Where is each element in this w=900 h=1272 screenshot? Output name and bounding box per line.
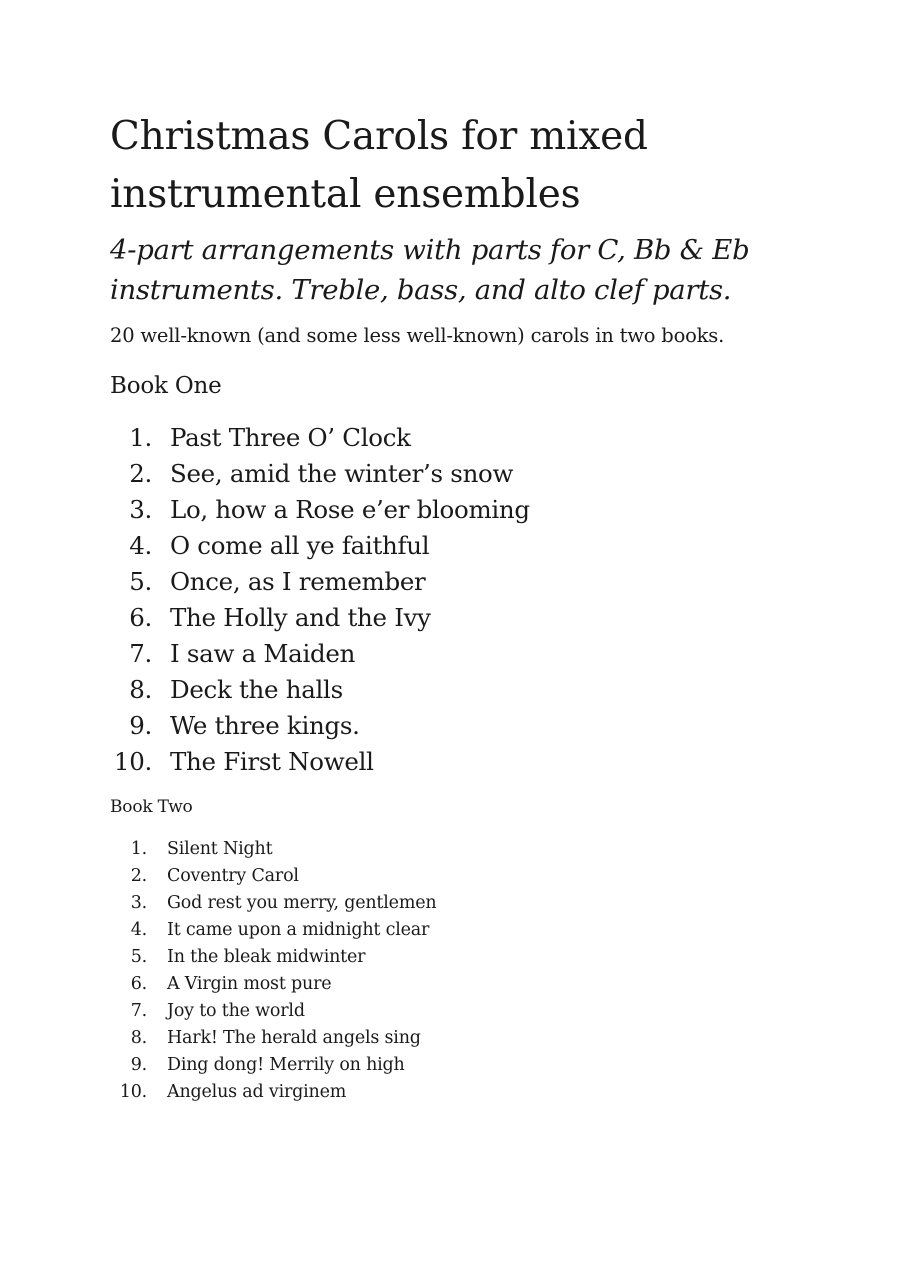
item-title: Deck the halls [170, 675, 343, 704]
book-two-heading: Book Two [110, 797, 193, 817]
item-number: 3. [129, 495, 152, 524]
item-number: 10. [113, 747, 152, 776]
item-title: I saw a Maiden [170, 639, 356, 668]
item-title: The First Nowell [170, 747, 374, 776]
item-number: 10. [119, 1082, 147, 1102]
document-title: Christmas Carols for mixed instrumental ensembles [110, 114, 648, 217]
item-number: 6. [130, 974, 147, 994]
item-number: 4. [130, 920, 147, 940]
item-title: Once, as I remember [170, 567, 426, 596]
document-subtitle: 4-part arrangements with parts for C, Bb & Eb instruments. Treble, bass, and alto clef parts. [110, 234, 750, 306]
item-number: 5. [130, 947, 147, 967]
item-number: 9. [129, 711, 152, 740]
item-number: 7. [130, 1001, 147, 1021]
item-title: We three kings. [170, 711, 360, 740]
item-number: 6. [129, 603, 152, 632]
item-number: 8. [129, 675, 152, 704]
item-title: Joy to the world [167, 1001, 305, 1021]
item-number: 1. [129, 423, 152, 452]
item-title: See, amid the winter’s snow [170, 459, 514, 488]
item-title: O come all ye faithful [170, 531, 430, 560]
item-title: Ding dong! Merrily on high [167, 1055, 405, 1075]
item-title: In the bleak midwinter [167, 947, 366, 967]
item-title: God rest you merry, gentlemen [167, 893, 437, 913]
item-title: Coventry Carol [167, 866, 299, 886]
intro-text: 20 well-known (and some less well-known) carols in two books. [110, 324, 725, 347]
item-title: Past Three O’ Clock [170, 423, 411, 452]
item-title: Lo, how a Rose e’er blooming [170, 495, 530, 524]
item-number: 9. [130, 1055, 147, 1075]
item-title: A Virgin most pure [167, 974, 332, 994]
item-title: Angelus ad virginem [167, 1082, 347, 1102]
item-number: 5. [129, 567, 152, 596]
book-one-heading: Book One [110, 373, 222, 399]
item-number: 4. [129, 531, 152, 560]
item-title: It came upon a midnight clear [167, 920, 430, 940]
item-number: 7. [129, 639, 152, 668]
item-number: 3. [130, 893, 147, 913]
item-number: 2. [130, 866, 147, 886]
item-number: 2. [129, 459, 152, 488]
item-number: 8. [130, 1028, 147, 1048]
item-title: The Holly and the Ivy [170, 603, 431, 632]
item-title: Silent Night [167, 839, 273, 859]
item-number: 1. [130, 839, 147, 859]
item-title: Hark! The herald angels sing [167, 1028, 421, 1048]
